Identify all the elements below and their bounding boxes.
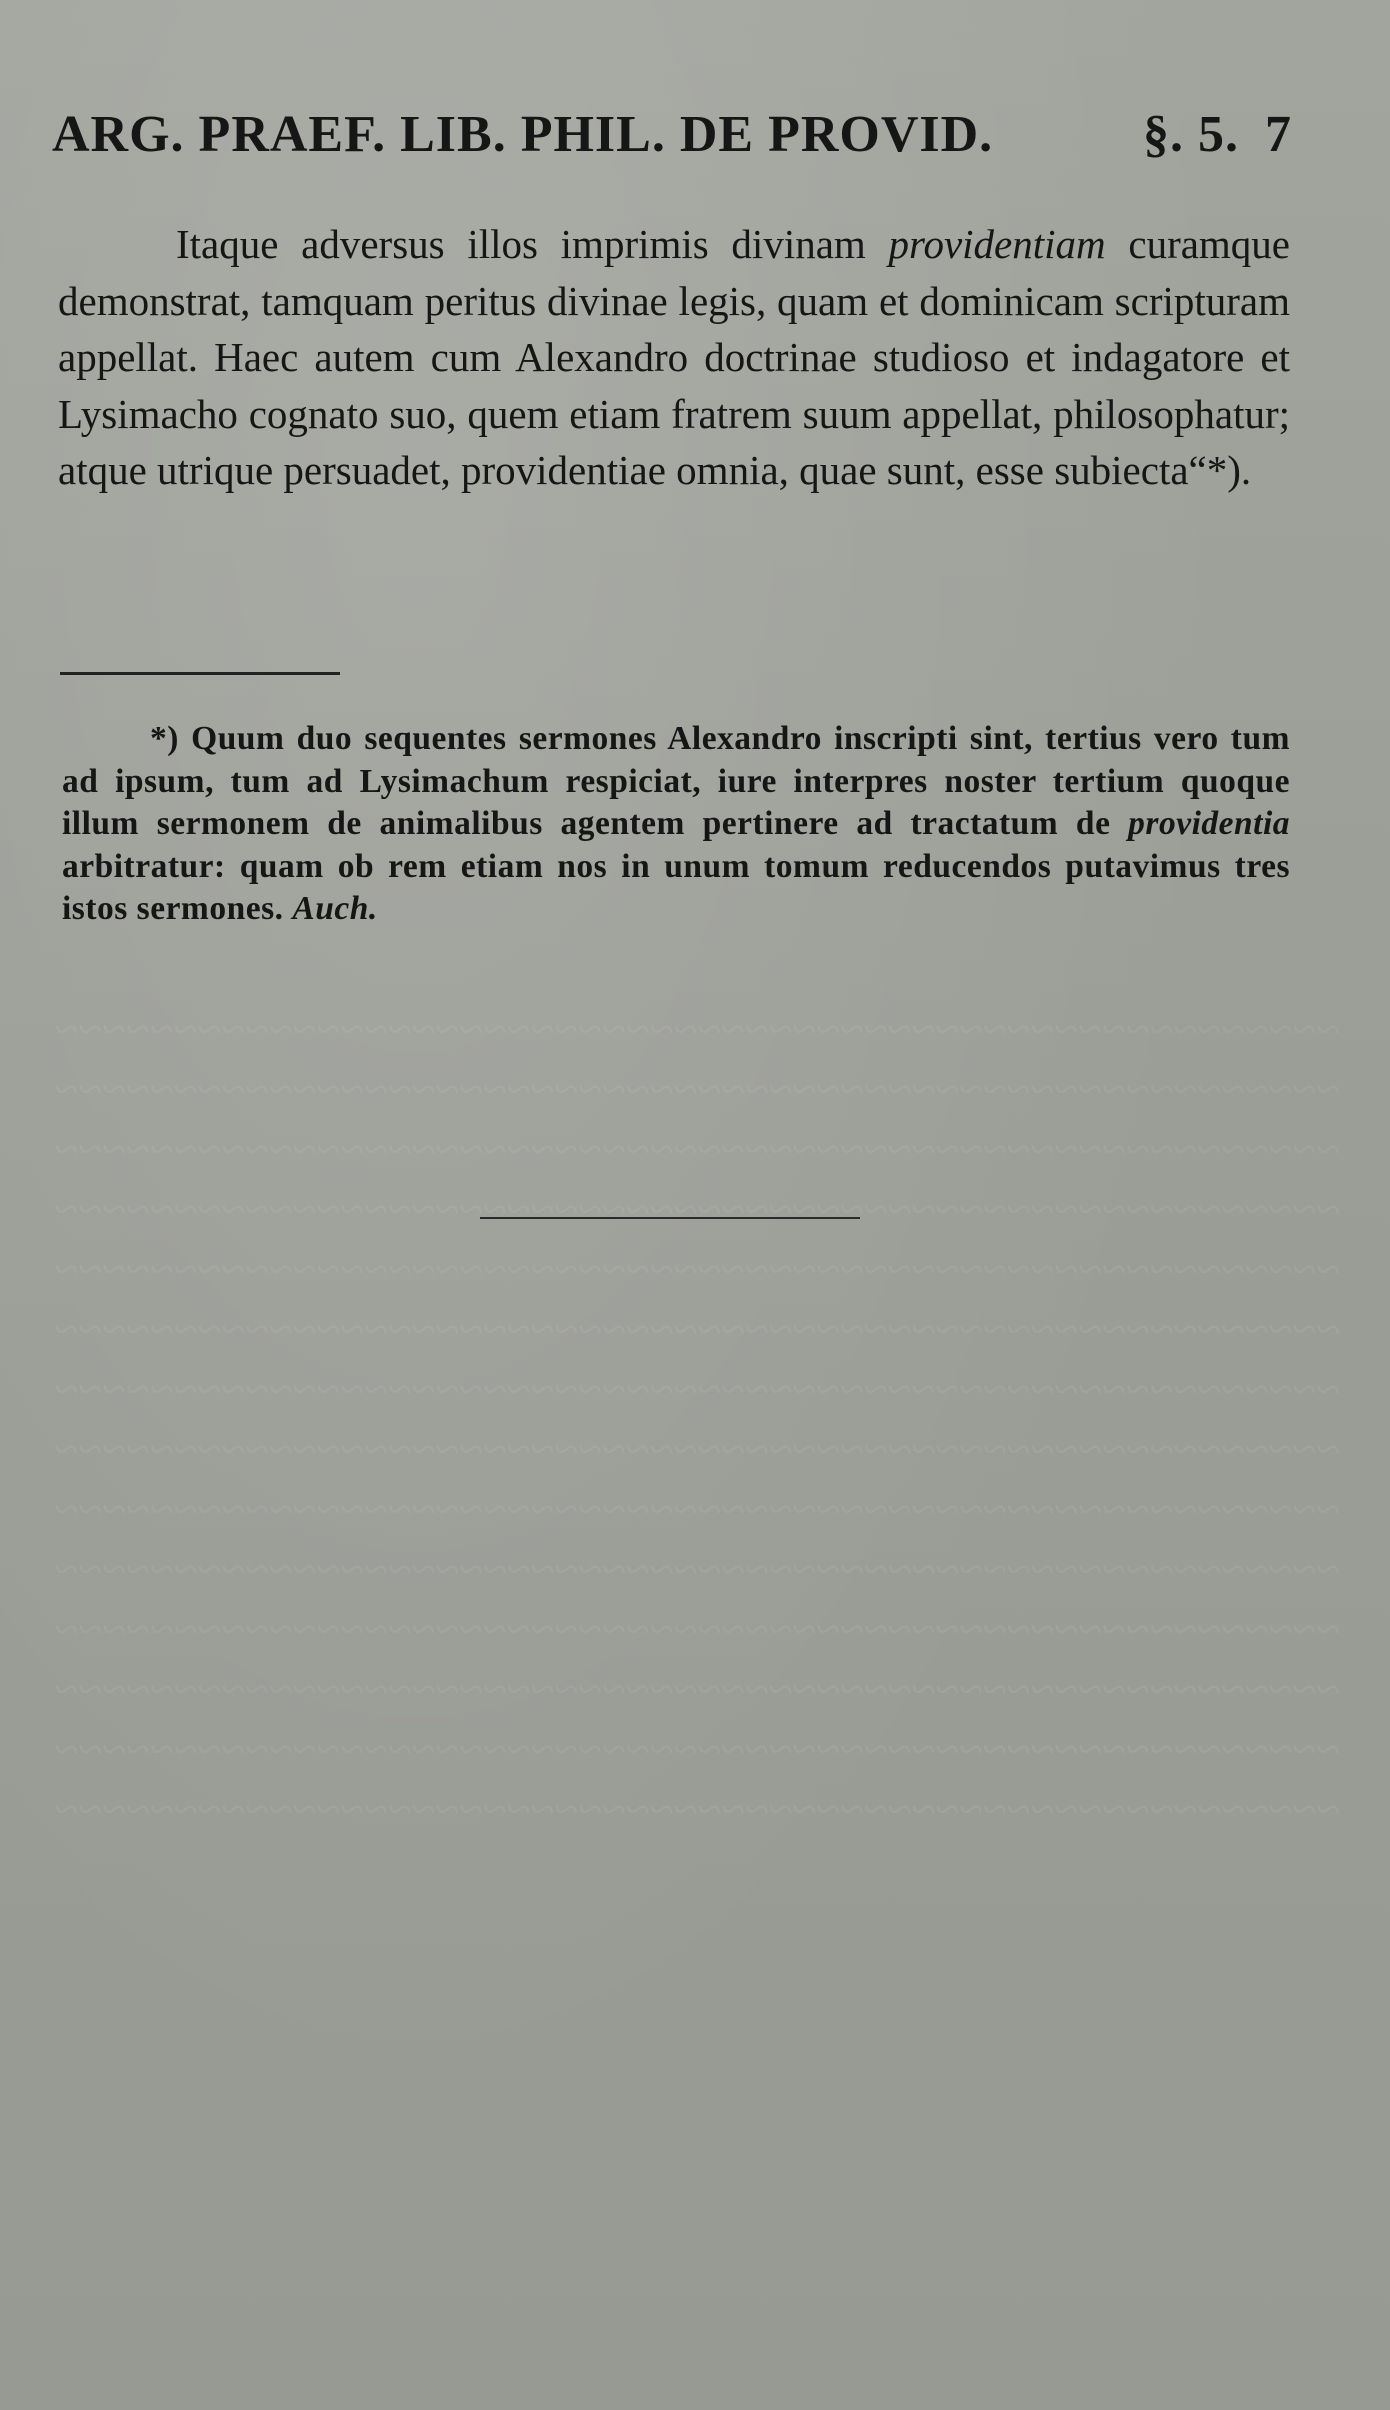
running-title: ARG. PRAEF. LIB. PHIL. DE PROVID. [52,106,994,163]
footnote-separator [60,672,340,675]
footnote-signature: Auch. [292,890,378,927]
main-text-italic: providentiam [888,221,1106,267]
footnote-marker: *) [150,720,179,757]
footnote-text-part-2: arbitratur: quam ob rem etiam nos in unum tomum reducendos putavimus tres istos sermones. [62,847,1290,927]
main-text-part-2: curamque demonstrat, tamquam peritus divinae legis, quam et dominicam scripturam appellat. Haec autem cum Alexandro doctrinae studioso et indagatore et Lysimacho cognato suo, quem etiam fratrem suum appellat, philosophatur; atque utrique persuadet, providentiae omnia, quae sunt, esse subiecta“*). [58,221,1291,493]
page-number: 7 [1265,106,1292,163]
main-text-part-1: Itaque adversus illos imprimis divinam [176,221,889,267]
footnote-text-italic: providentia [1128,805,1290,842]
footnote-text-part-1: Quum duo sequentes sermones Alexandro inscripti sint, tertius vero tum ad ipsum, tum ad Lysimachum respiciat, iure interpres noster tertium quoque illum sermonem de animalibus agentem pertinere ad tractatum de [62,720,1290,842]
end-rule [480,1217,860,1219]
section-mark: §. 5. [1143,106,1239,163]
footnote [62,718,1290,931]
bleed-through-texture: ~~~~~~~~~~~~~~~~~~~~~~~~~~~~~~~~~~~~~~~~~~~~~~~~~~~~~~ ~~~~~~~~~~~~~~~~~~~~~~~~~~~~~~~~~~~~~~~~~~~~~~~~~~~~~~ ~~~~~~~~~~~~~~~~~~~~~~~~~~~~~~~~~~~~~~~~~~~~~~~~~~~~~~ ~~~~~~~~~~~~~~~~~~~~~~~~~~~~~~~~~~~~~~~~~~~~~~~~~~~~~~ ~~~~~~~~~~~~~~~~~~~~~~~~~~~~~~~~~~~~~~~~~~~~~~~~~~~~~~ ~~~~~~~~~~~~~~~~~~~~~~~~~~~~~~~~~~~~~~~~~~~~~~~~~~~~~~ ~~~~~~~~~~~~~~~~~~~~~~~~~~~~~~~~~~~~~~~~~~~~~~~~~~~~~~ ~~~~~~~~~~~~~~~~~~~~~~~~~~~~~~~~~~~~~~~~~~~~~~~~~~~~~~ ~~~~~~~~~~~~~~~~~~~~~~~~~~~~~~~~~~~~~~~~~~~~~~~~~~~~~~ ~~~~~~~~~~~~~~~~~~~~~~~~~~~~~~~~~~~~~~~~~~~~~~~~~~~~~~ ~~~~~~~~~~~~~~~~~~~~~~~~~~~~~~~~~~~~~~~~~~~~~~~~~~~~~~ ~~~~~~~~~~~~~~~~~~~~~~~~~~~~~~~~~~~~~~~~~~~~~~~~~~~~~~ ~~~~~~~~~~~~~~~~~~~~~~~~~~~~~~~~~~~~~~~~~~~~~~~~~~~~~~ ~~~~~~~~~~~~~~~~~~~~~~~~~~~~~~~~~~~~~~~~~~~~~~~~~~~~~~ [54,1005,1340,1834]
running-header [52,105,1292,164]
header-right [1143,105,1292,164]
main-paragraph [58,216,1290,499]
